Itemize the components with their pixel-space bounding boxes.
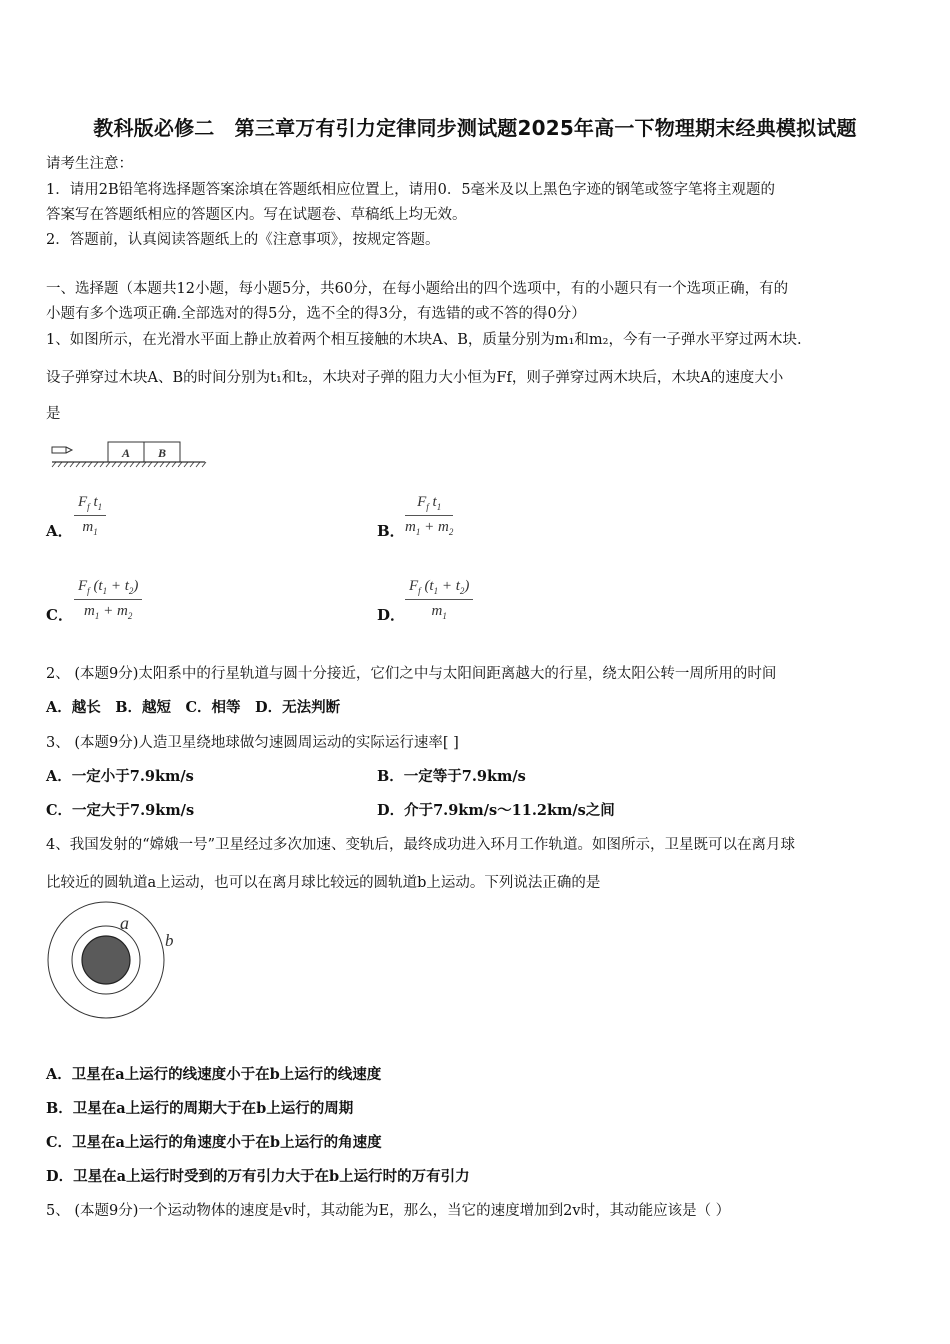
q4-option-a: A．卫星在a上运行的线速度小于在b上运行的线速度	[46, 1066, 382, 1083]
bullet-icon	[52, 447, 72, 453]
q1-option-d-numerator: $F_f$ $(t_1 + t_2)$	[409, 578, 470, 596]
q3-stem: 3、 (本题9分)人造卫星绕地球做匀速圆周运动的实际运行速率[ ]	[46, 735, 459, 751]
q4-option-b: B．卫星在a上运行的周期大于在b上运行的周期	[46, 1100, 354, 1117]
section-1-line-2: 小题有多个选项正确.全部选对的得5分，选不全的得3分，有选错的或不答的得0分）	[46, 306, 586, 322]
q1-stem-line-3: 是	[46, 406, 61, 422]
notice-item-2: 2．答题前，认真阅读答题纸上的《注意事项》，按规定答题。	[46, 232, 440, 248]
notice-item-1-line-2: 答案写在答题纸相应的答题区内。写在试题卷、草稿纸上均无效。	[46, 207, 467, 223]
q1-option-a-numerator: $F_f$ $t_1$	[78, 494, 103, 512]
q4-stem-line-2: 比较近的圆轨道a上运动，也可以在离月球比较远的圆轨道b上运动。下列说法正确的是	[46, 875, 601, 891]
notice-heading: 请考生注意：	[46, 156, 133, 172]
q3-option-a: A．一定小于7.9km/s	[46, 768, 194, 785]
block-b-label: B	[157, 446, 167, 460]
q1-stem-line-1: 1、如图所示，在光滑水平面上静止放着两个相互接触的木块A、B，质量分别为m₁和m₂，今有一子弹水平穿过两木块.	[46, 332, 802, 348]
q1-option-d-fraction	[405, 578, 473, 621]
q1-option-d-label: D．	[377, 606, 406, 624]
q1-blocks-figure	[50, 438, 210, 470]
q4-stem-line-1: 4、我国发射的“嫦娥一号”卫星经过多次加速、变轨后，最终成功进入环月工作轨道。如图所示，卫星既可以在离月球	[46, 837, 796, 853]
q2-options: A．越长 B．越短 C．相等 D．无法判断	[46, 699, 341, 716]
q3-option-d: D．介于7.9km/s～11.2km/s之间	[377, 802, 615, 819]
ground-hatching	[52, 462, 206, 467]
q1-option-a-denominator: $m_1$	[82, 519, 98, 537]
q4-orbit-figure	[44, 898, 184, 1023]
q1-option-a-fraction	[74, 494, 106, 537]
q1-option-b-fraction	[405, 494, 453, 537]
q4-option-c: C．卫星在a上运行的角速度小于在b上运行的角速度	[46, 1134, 382, 1151]
q1-option-d-denominator: $m_1$	[431, 603, 447, 621]
q1-option-a-label: A．	[46, 522, 73, 540]
q5-stem: 5、 (本题9分)一个运动物体的速度是v时，其动能为E，那么，当它的速度增加到2v时，其动能应该是（ ）	[46, 1203, 731, 1219]
q1-option-c-numerator: $F_f$ $(t_1 + t_2)$	[78, 578, 139, 596]
q2-stem: 2、 (本题9分)太阳系中的行星轨道与圆十分接近，它们之中与太阳间距离越大的行星，绕太阳公转一周所用的时间	[46, 666, 777, 682]
q4-option-d: D．卫星在a上运行时受到的万有引力大于在b上运行时的万有引力	[46, 1168, 470, 1185]
notice-item-1-line-1: 1．请用2B铅笔将选择题答案涂填在答题纸相应位置上，请用0．5毫米及以上黑色字迹的钢笔或签字笔将主观题的	[46, 182, 776, 198]
q3-option-c: C．一定大于7.9km/s	[46, 802, 195, 819]
q1-option-b-denominator: $m_1 + m_2$	[405, 519, 454, 537]
moon-icon	[82, 936, 130, 984]
q1-stem-line-2: 设子弹穿过木块A、B的时间分别为t₁和t₂，木块对子弹的阻力大小恒为Ff，则子弹穿过两木块后，木块A的速度大小	[46, 370, 784, 386]
q1-option-b-numerator: $F_f$ $t_1$	[417, 494, 442, 512]
page-title: 教科版必修二 第三章万有引力定律同步测试题2025年高一下物理期末经典模拟试题	[93, 116, 857, 140]
block-a-label: A	[121, 446, 131, 460]
q1-option-c-denominator: $m_1 + m_2$	[84, 603, 133, 621]
orbit-b-label: b	[165, 931, 174, 950]
section-1-line-1: 一、选择题（本题共12小题，每小题5分，共60分，在每小题给出的四个选项中，有的小题只有一个选项正确，有的	[46, 281, 789, 297]
q1-option-c-fraction	[74, 578, 142, 621]
q1-option-b-label: B．	[377, 522, 405, 540]
q1-option-c-label: C．	[46, 606, 73, 624]
q3-option-b: B．一定等于7.9km/s	[377, 768, 526, 785]
orbit-a-label: a	[120, 913, 129, 933]
